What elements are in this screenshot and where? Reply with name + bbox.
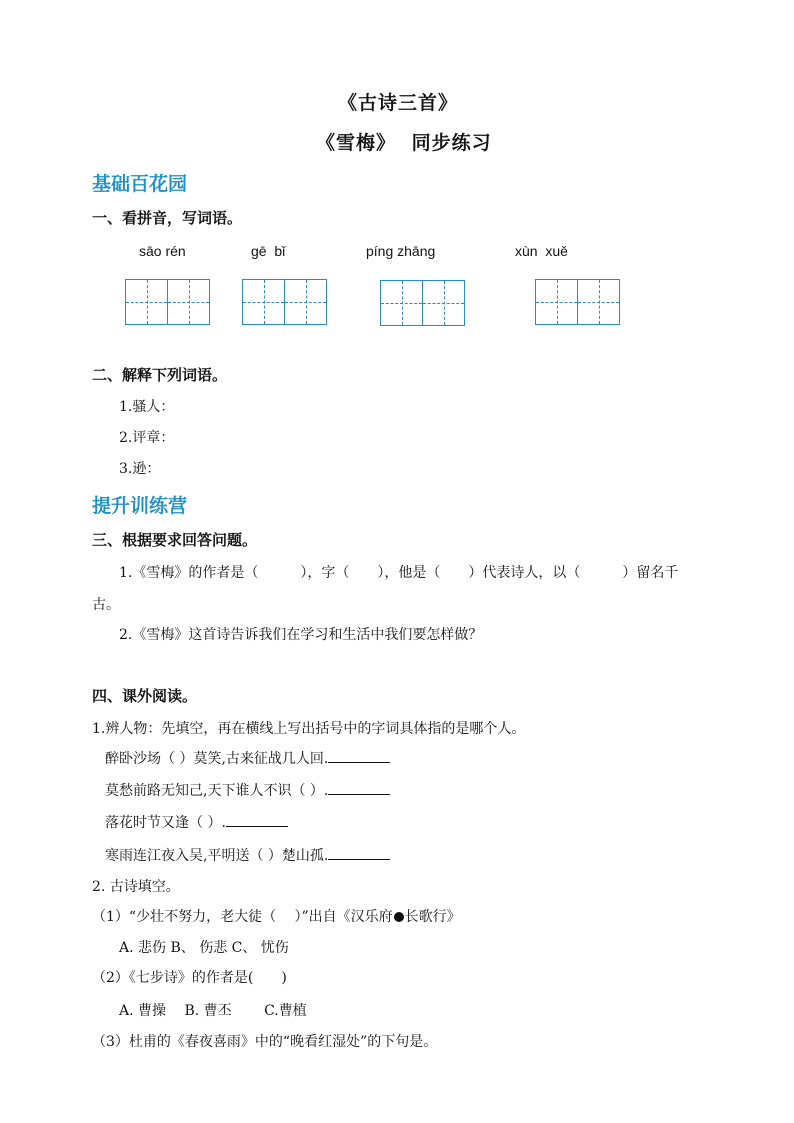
q4-p3: （3）杜甫的《春夜喜雨》中的“晚看红湿处”的下句是。: [92, 1034, 438, 1050]
q2-item-3: 3.逊：: [119, 461, 161, 477]
q4-sub2: 2. 古诗填空。: [92, 879, 180, 895]
pinyin-4: xùn xuě: [515, 243, 568, 259]
q4-p2-options: A. 曹操 B. 曹丕 C.曹植: [119, 1003, 307, 1019]
answer-blank[interactable]: [328, 750, 390, 763]
writing-grid-4[interactable]: [535, 279, 620, 325]
answer-blank[interactable]: [328, 782, 390, 795]
answer-blank[interactable]: [226, 814, 288, 827]
q4-p1: （1）“少壮不努力，老大徒（ ）”出自《汉乐府 长歌行》: [92, 909, 461, 925]
pinyin-2: gē bǐ: [251, 243, 286, 259]
section-advanced: 提升训练营: [92, 495, 188, 517]
poem-line-1: 醉卧沙场（ ）莫笑,古来征战几人回.: [105, 748, 390, 768]
q3-item-2: 2.《雪梅》这首诗告诉我们在学习和生活中我们要怎样做？: [119, 627, 483, 643]
writing-grid-1[interactable]: [125, 279, 210, 325]
poem-line-2: 莫愁前路无知己,天下谁人不识（ ）.: [105, 780, 390, 800]
pinyin-3: píng zhāng: [366, 243, 436, 259]
doc-subtitle: 《雪梅》 同步练习: [316, 132, 492, 154]
question-4-heading: 四、课外阅读。: [92, 687, 198, 705]
q4-p2: （2）《七步诗》的作者是( ): [92, 970, 287, 986]
section-basic: 基础百花园: [92, 173, 188, 195]
question-1-heading: 一、看拼音，写词语。: [92, 209, 243, 227]
q3-item-1: 1.《雪梅》的作者是（ ），字（ ），他是（ ）代表诗人，以（ ）留名千: [119, 565, 679, 581]
poem-line-3: 落花时节又逢（ ）.: [105, 812, 288, 832]
question-3-heading: 三、根据要求回答问题。: [92, 531, 258, 549]
poem-line-4: 寒雨连江夜入吴,平明送（ ）楚山孤.: [105, 845, 390, 865]
q2-item-2: 2.评章：: [119, 430, 175, 446]
q4-p1-options: A. 悲伤 B、 伤悲 C、 忧伤: [119, 940, 289, 956]
answer-blank[interactable]: [328, 847, 390, 860]
bullet-icon: [394, 912, 404, 922]
pinyin-1: sāo rén: [139, 243, 186, 259]
question-2-heading: 二、解释下列词语。: [92, 366, 228, 384]
writing-grid-3[interactable]: [380, 280, 465, 326]
q4-sub1: 1.辨人物：先填空，再在横线上写出括号中的字词具体指的是哪个人。: [92, 721, 526, 737]
doc-title: 《古诗三首》: [338, 92, 459, 114]
q3-item-1-cont: 古。: [92, 597, 120, 613]
writing-grid-2[interactable]: [242, 279, 327, 325]
q2-item-1: 1.骚人：: [119, 399, 175, 415]
